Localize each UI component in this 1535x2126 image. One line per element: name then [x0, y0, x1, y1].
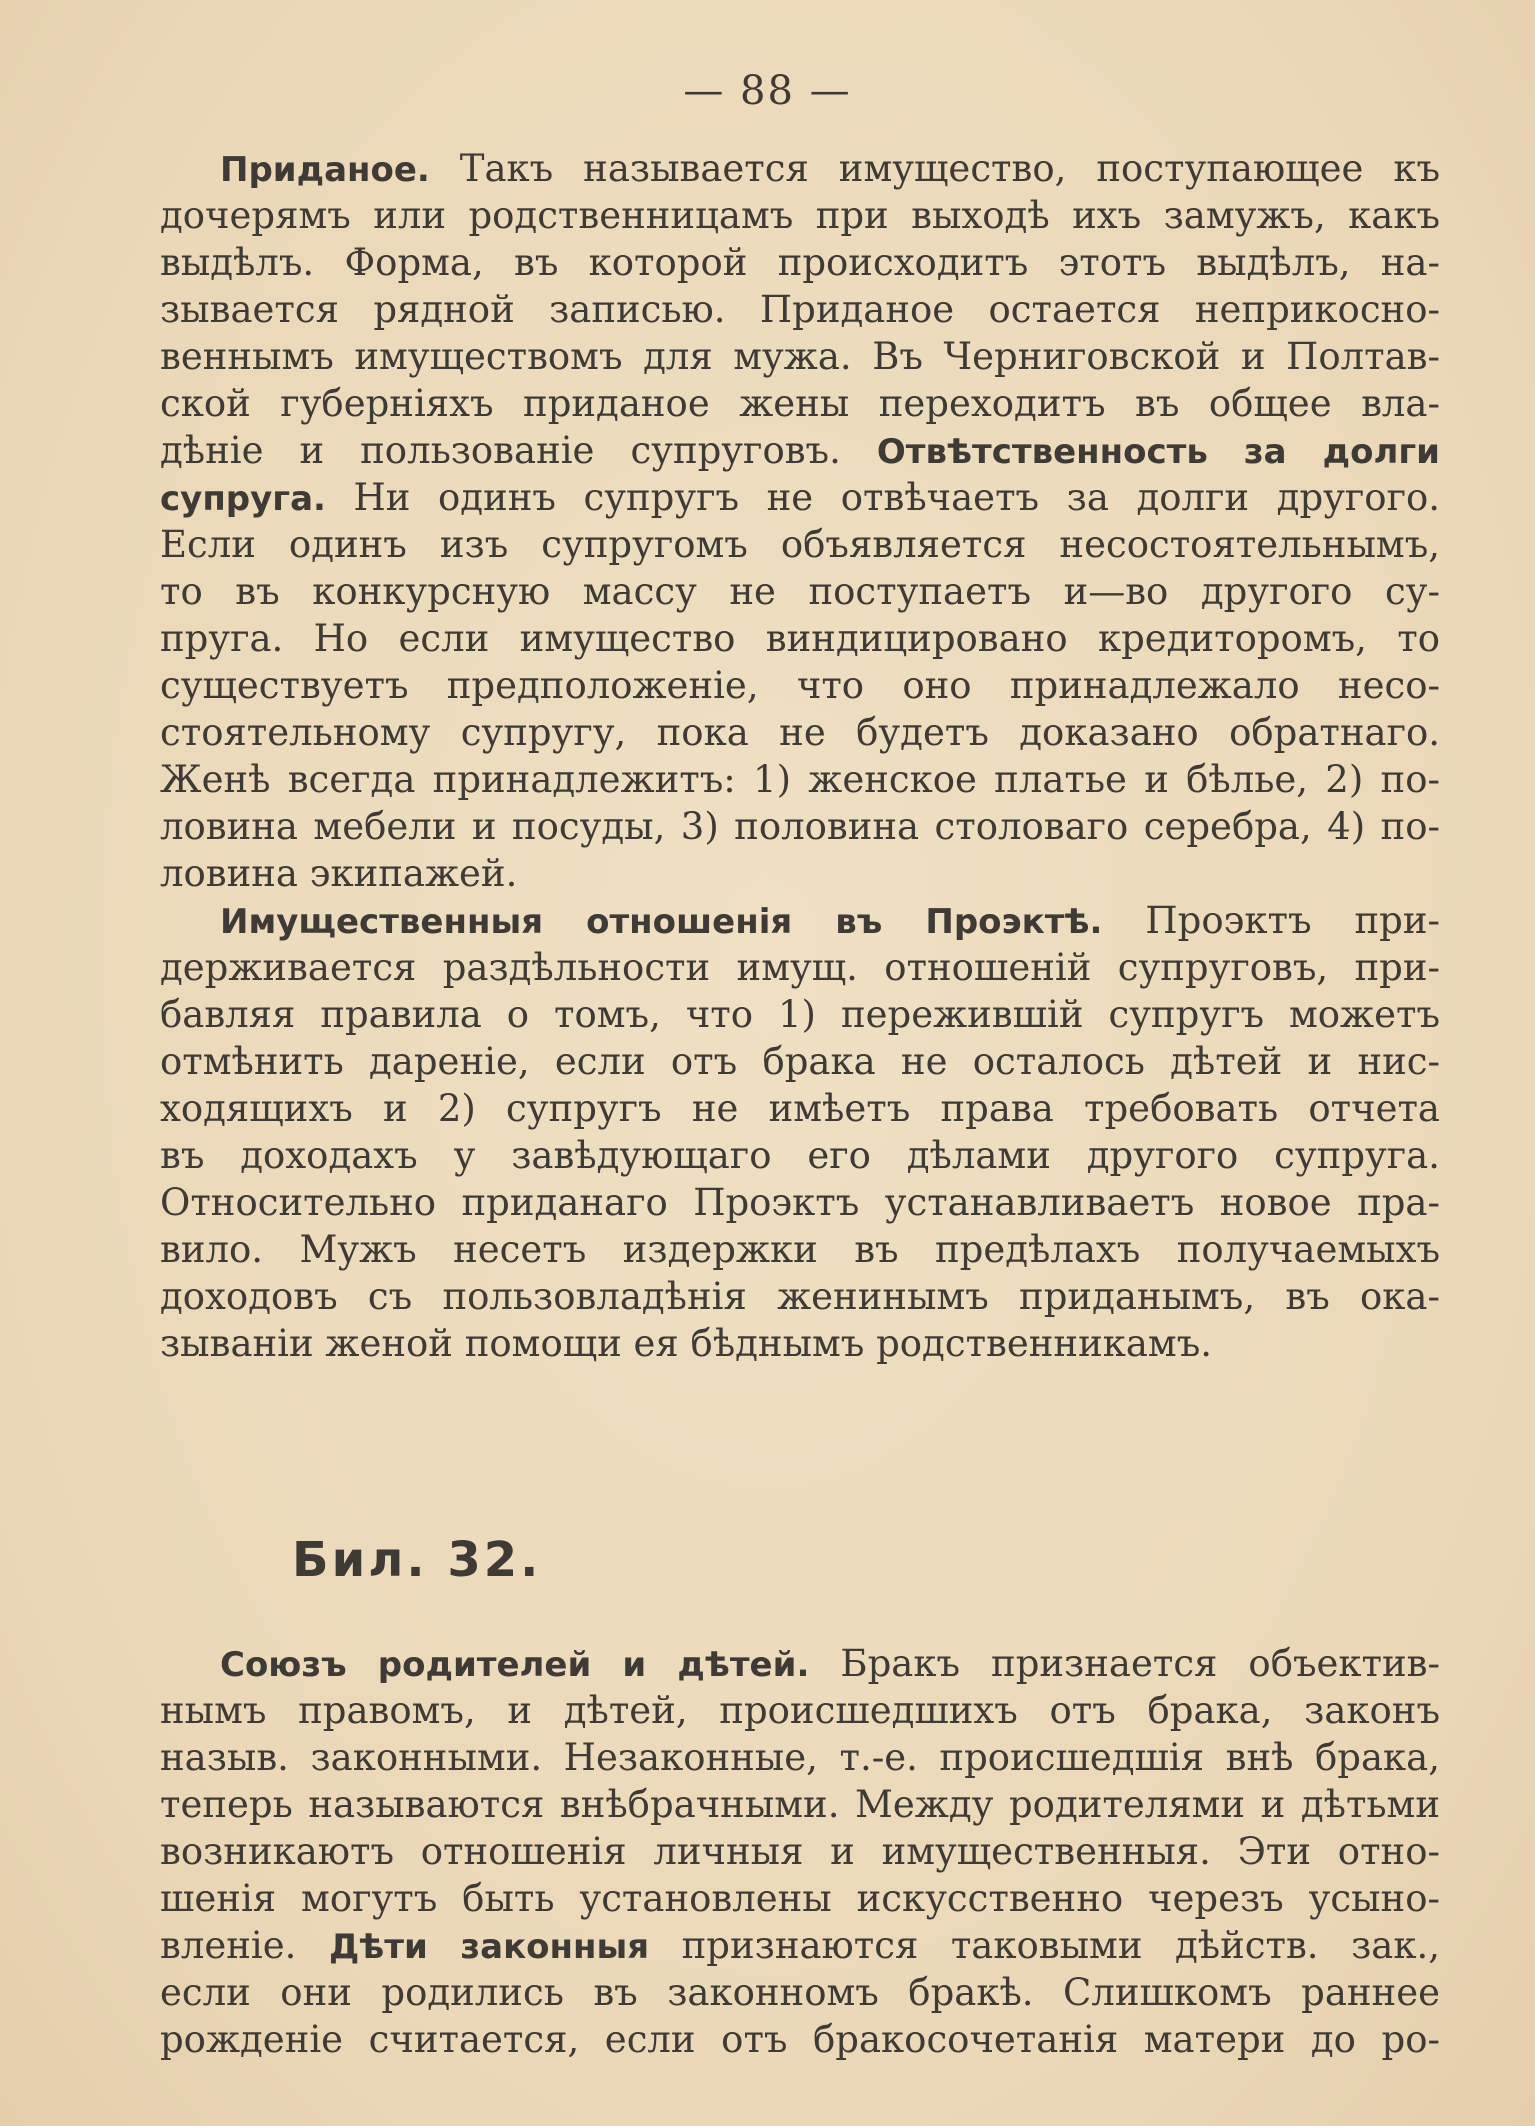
text-run: существуетъ предположеніе, что оно принадлежало несо- [160, 664, 1440, 707]
text-run: въ доходахъ у завѣдующаго его дѣлами другого супруга. [160, 1134, 1440, 1177]
text-line [160, 1085, 1440, 1132]
text-line [160, 1179, 1440, 1226]
text-line [160, 709, 1440, 756]
text-run: дочерямъ или родственницамъ при выходѣ ихъ замужъ, какъ [160, 194, 1440, 237]
text-block-2 [160, 1640, 1440, 2063]
text-run: Ни одинъ супругъ не отвѣчаетъ за долги другого. [325, 476, 1440, 519]
text-run: рожденіе считается, если отъ бракосочетанія матери до ро- [160, 2018, 1440, 2061]
text-line [160, 1687, 1440, 1734]
text-line [160, 1875, 1440, 1922]
text-run: признаются таковыми дѣйств. зак., [649, 1924, 1440, 1967]
text-line [160, 1922, 1440, 1969]
text-run: назыв. законными. Незаконные, т.-е. происшедшія внѣ брака, [160, 1736, 1440, 1779]
text-run: зываніи женой помощи ея бѣднымъ родственникамъ. [160, 1322, 1213, 1365]
text-line [160, 1132, 1440, 1179]
bold-term: Имущественныя отношенія въ Проэктѣ. [220, 902, 1103, 942]
text-run: Проэктъ при- [1102, 899, 1440, 942]
text-line [160, 2016, 1440, 2063]
text-line [160, 427, 1440, 474]
page-number: — 88 — [683, 68, 852, 114]
text-run: вленіе. [160, 1924, 329, 1967]
text-line [160, 1828, 1440, 1875]
bold-term: Союзъ родителей и дѣтей. [220, 1645, 810, 1685]
text-line [160, 286, 1440, 333]
section-title: Бил. 32. [292, 1532, 542, 1588]
text-run: вило. Мужъ несетъ издержки въ предѣлахъ получаемыхъ [160, 1228, 1440, 1271]
text-run: бавляя правила о томъ, что 1) пережившій супругъ можетъ [160, 993, 1440, 1036]
text-run: ходящихъ и 2) супругъ не имѣетъ права требовать отчета [160, 1087, 1440, 1130]
bold-term: супруга. [160, 479, 326, 519]
text-line [160, 333, 1440, 380]
text-line [160, 1226, 1440, 1273]
text-run: Такъ называется имущество, поступающее къ [429, 147, 1440, 190]
text-line [160, 897, 1440, 944]
text-run: возникаютъ отношенія личныя и имущественныя. Эти отно- [160, 1830, 1440, 1873]
text-line [160, 662, 1440, 709]
text-line [160, 568, 1440, 615]
text-run: зывается рядной записью. Приданое остается неприкосно- [160, 288, 1440, 331]
text-line [160, 145, 1440, 192]
text-line [160, 1734, 1440, 1781]
text-run: шенія могутъ быть установлены искусственно черезъ усыно- [160, 1877, 1440, 1920]
text-run: если они родились въ законномъ бракѣ. Слишкомъ раннее [160, 1971, 1440, 2014]
text-line [160, 756, 1440, 803]
bold-term: Отвѣтственность за долги [876, 432, 1440, 472]
text-run: выдѣлъ. Форма, въ которой происходитъ этотъ выдѣлъ, на- [160, 241, 1440, 284]
text-run: пруга. Но если имущество виндицировано кредиторомъ, то [160, 617, 1440, 660]
text-run: ловина экипажей. [160, 852, 518, 895]
text-run: отмѣнить дареніе, если отъ брака не осталось дѣтей и нис- [160, 1040, 1440, 1083]
text-run: стоятельному супругу, пока не будетъ доказано обратнаго. [160, 711, 1440, 754]
text-run: Если одинъ изъ супругомъ объявляется несостоятельнымъ, [160, 523, 1440, 566]
text-run: теперь называются внѣбрачными. Между родителями и дѣтьми [160, 1783, 1440, 1826]
text-line [160, 850, 1440, 897]
text-run: ловина мебели и посуды, 3) половина столоваго серебра, 4) по- [160, 805, 1440, 848]
text-line [160, 991, 1440, 1038]
text-run: дѣніе и пользованіе супруговъ. [160, 429, 877, 472]
text-line [160, 474, 1440, 521]
text-line [160, 803, 1440, 850]
text-line [160, 1781, 1440, 1828]
text-line [160, 1640, 1440, 1687]
text-line [160, 380, 1440, 427]
text-line [160, 521, 1440, 568]
bold-term: Приданое. [220, 150, 430, 190]
text-line [160, 192, 1440, 239]
text-run: нымъ правомъ, и дѣтей, происшедшихъ отъ брака, законъ [160, 1689, 1440, 1732]
text-run: Женѣ всегда принадлежитъ: 1) женское платье и бѣлье, 2) по- [160, 758, 1440, 801]
text-line [160, 1273, 1440, 1320]
text-run: держивается раздѣльности имущ. отношеній супруговъ, при- [160, 946, 1440, 989]
text-block-1 [160, 145, 1440, 1367]
text-line [160, 1969, 1440, 2016]
text-run: ской губерніяхъ приданое жены переходитъ въ общее вла- [160, 382, 1440, 425]
text-line [160, 239, 1440, 286]
text-run: Относительно приданаго Проэктъ устанавливаетъ новое пра- [160, 1181, 1440, 1224]
text-run: Бракъ признается объектив- [809, 1642, 1440, 1685]
text-line [160, 615, 1440, 662]
bold-term: Дѣти законныя [328, 1927, 650, 1967]
text-line [160, 1038, 1440, 1085]
text-line [160, 944, 1440, 991]
text-run: веннымъ имуществомъ для мужа. Въ Черниговской и Полтав- [160, 335, 1440, 378]
text-run: то въ конкурсную массу не поступаетъ и—во другого су- [160, 570, 1440, 613]
text-line [160, 1320, 1440, 1367]
text-run: доходовъ съ пользовладѣнія женинымъ приданымъ, въ ока- [160, 1275, 1440, 1318]
